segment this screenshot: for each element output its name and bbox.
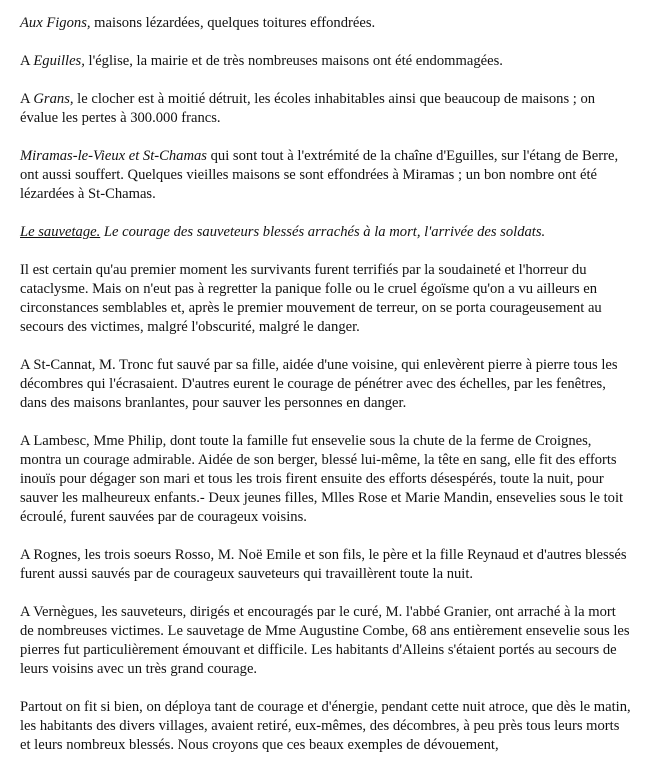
paragraph-text: maisons lézardées, quelques toitures effondrées.	[90, 15, 376, 31]
paragraph-text: le clocher est à moitié détruit, les écoles inhabitables ainsi que beaucoup de maisons ; on évalue les pertes à 300.000 francs.	[20, 91, 596, 126]
paragraph-prefix: A	[20, 91, 34, 107]
place-name: Eguilles,	[33, 53, 85, 69]
paragraph-figons	[20, 14, 632, 33]
paragraph-grans	[20, 90, 632, 128]
paragraph-eguilles	[20, 52, 632, 71]
body-paragraph: A Lambesc, Mme Philip, dont toute la famille fut ensevelie sous la chute de la ferme de Croignes, montra un courage admirable. Aidée de son berger, blessé lui-même, la tête en sang, elle fit des efforts inouïs pour dégager son mari et tous les trois firent ensuite des efforts désespérés, toute la nuit, pour sauver les malheureux enfants.- Deux jeunes filles, Mlles Rose et Marie Mandin, ensevelies sous le toit écroulé, furent sauvées par de courageux voisins.	[20, 433, 624, 525]
paragraph-text: qui sont tout à l'extrémité de la chaîne d'Eguilles, sur l'étang de Berre, ont aussi souffert. Quelques vieilles maisons se sont effondrées à Miramas ; un bon nombre ont été lézardées à St-Chamas.	[20, 148, 619, 202]
place-name: Grans,	[33, 91, 74, 107]
paragraph-miramas	[20, 147, 632, 204]
body-paragraph: Il est certain qu'au premier moment les survivants furent terrifiés par la soudaineté et l'horreur du cataclysme. Mais on n'eut pas à regretter la panique folle ou le cruel égoïsme qu'on a vu ailleurs en circonstances semblables et, après le premier mouvement de terreur, on se porta courageusement au secours des victimes, malgré l'obscurité, malgré le danger.	[20, 262, 602, 335]
place-name: Miramas-le-Vieux et St-Chamas	[20, 148, 207, 164]
body-paragraph: A St-Cannat, M. Tronc fut sauvé par sa fille, aidée d'une voisine, qui enlevèrent pierre à pierre tous les décombres qui l'écrasaient. D'autres eurent le courage de pénétrer avec des échelles, par les fenêtres, dans des maisons branlantes, pour sauver les personnes en danger.	[20, 357, 618, 411]
place-name: Aux Figons,	[20, 15, 91, 31]
body-paragraph: A Vernègues, les sauveteurs, dirigés et encouragés par le curé, M. l'abbé Granier, ont arraché à la mort de nombreuses victimes. Le sauvetage de Mme Augustine Combe, 68 ans entièrement ensevelie sous les pierres fut particulièrement émouvant et difficile. Les habitants d'Alleins s'étaient portés au secours de leurs voisins avec un très grand courage.	[20, 604, 630, 677]
document-page	[20, 14, 632, 774]
heading-underlined: Le sauvetage.	[20, 224, 101, 240]
paragraph-text: l'église, la mairie et de très nombreuses maisons ont été endommagées.	[84, 53, 503, 69]
section-heading	[20, 223, 632, 242]
body-paragraph: Partout on fit si bien, on déploya tant de courage et d'énergie, pendant cette nuit atroce, que dès le matin, les habitants des divers villages, avaient retiré, eux-mêmes, des décombres, à peu près tous leurs morts et leurs nombreux blessés. Nous croyons que ces beaux exemples de dévouement,	[20, 699, 631, 753]
heading-rest: Le courage des sauveteurs blessés arrachés à la mort, l'arrivée des soldats.	[100, 224, 546, 240]
body-paragraph: A Rognes, les trois soeurs Rosso, M. Noë Emile et son fils, le père et la fille Reynaud et d'autres blessés furent aussi sauvés par de courageux sauveteurs qui travaillèrent toute la nuit.	[20, 547, 627, 582]
paragraph-prefix: A	[20, 53, 34, 69]
